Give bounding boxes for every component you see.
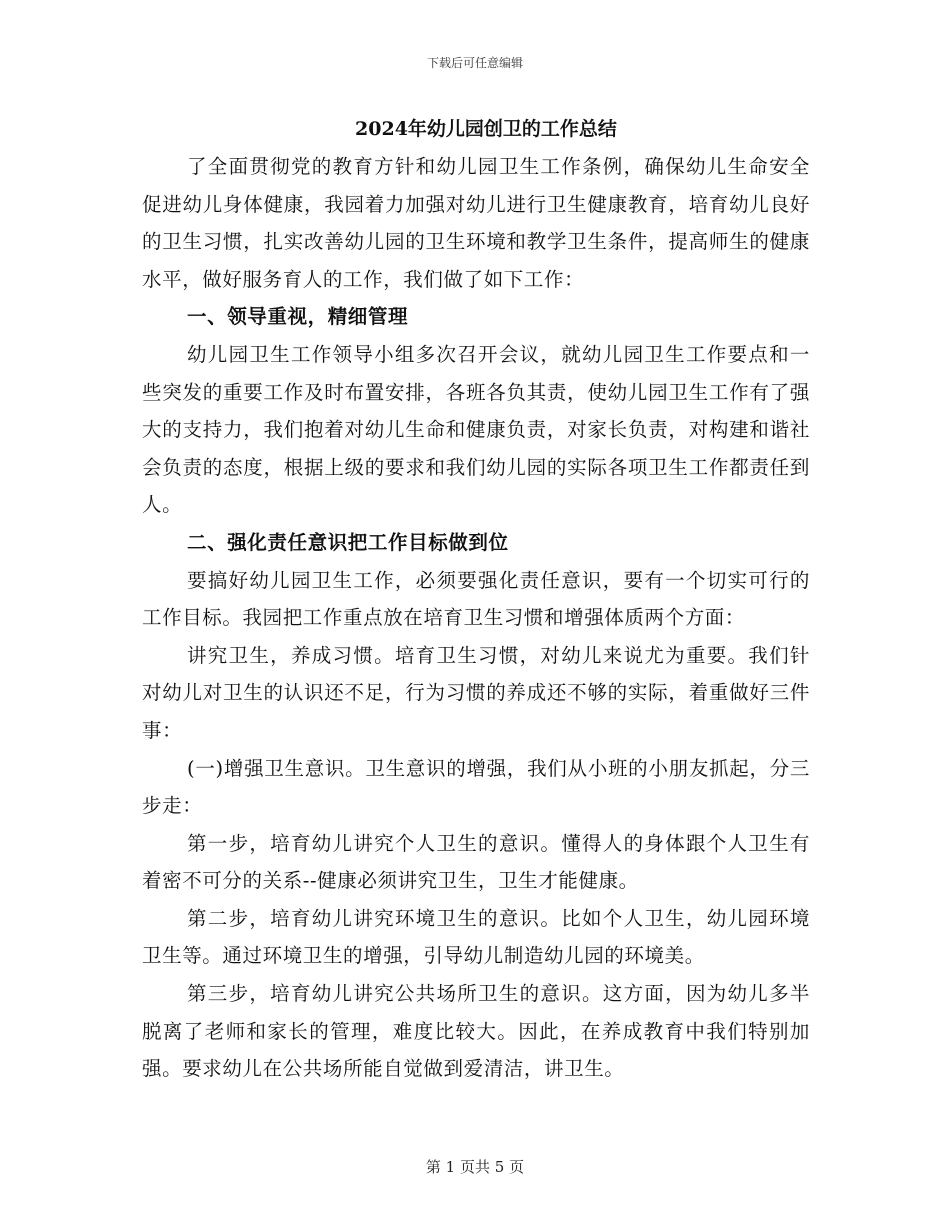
paragraph-intro: 了全面贯彻党的教育方针和幼儿园卫生工作条例，确保幼儿生命安全促进幼儿身体健康，我园着力加强对幼儿进行卫生健康教育，培育幼儿良好的卫生习惯，扎实改善幼儿园的卫生环境和教学卫生条件，提高师生的健康水平，做好服务育人的工作，我们做了如下工作： [142,155,810,291]
paragraph-habits: 讲究卫生，养成习惯。培育卫生习惯，对幼儿来说尤为重要。我们针对幼儿对卫生的认识还不足，行为习惯的养成还不够的实际，着重做好三件事： [142,643,810,742]
header-note: 下载后可任意编辑 [426,56,523,70]
paragraph-leadership: 幼儿园卫生工作领导小组多次召开会议，就幼儿园卫生工作要点和一些突发的重要工作及时布置安排，各班各负其责，使幼儿园卫生工作有了强大的支持力，我们抱着对幼儿生命和健康负责，对家长负责，对构建和谐社会负责的态度，根据上级的要求和我们幼儿园的实际各项卫生工作都责任到人。 [142,342,810,517]
paragraph-step-3: 第三步，培育幼儿讲究公共场所卫生的意识。这方面，因为幼儿多半脱离了老师和家长的管理，难度比较大。因此，在养成教育中我们特别加强。要求幼儿在公共场所能自觉做到爱清洁，讲卫生。 [142,982,810,1081]
section-heading-2: 二、强化责任意识把工作目标做到位 [187,530,509,554]
document-title: 2024年幼儿园创卫的工作总结 [355,118,617,140]
paragraph-step-2: 第二步，培育幼儿讲究环境卫生的意识。比如个人卫生，幼儿园环境卫生等。通过环境卫生的增强，引导幼儿制造幼儿园的环境美。 [142,906,810,968]
paragraph-step-1: 第一步，培育幼儿讲究个人卫生的意识。懂得人的身体跟个人卫生有着密不可分的关系--健康必须讲究卫生，卫生才能健康。 [142,831,810,893]
paragraph-awareness: (一)增强卫生意识。卫生意识的增强，我们从小班的小朋友抓起，分三步走： [142,756,810,818]
document-body [142,114,810,1088]
paragraph-responsibility: 要搞好幼儿园卫生工作，必须要强化责任意识，要有一个切实可行的工作目标。我园把工作重点放在培育卫生习惯和增强体质两个方面： [142,568,810,630]
section-heading-1: 一、领导重视，精细管理 [187,305,409,329]
page-number: 第 1 页共 5 页 [425,1158,525,1176]
